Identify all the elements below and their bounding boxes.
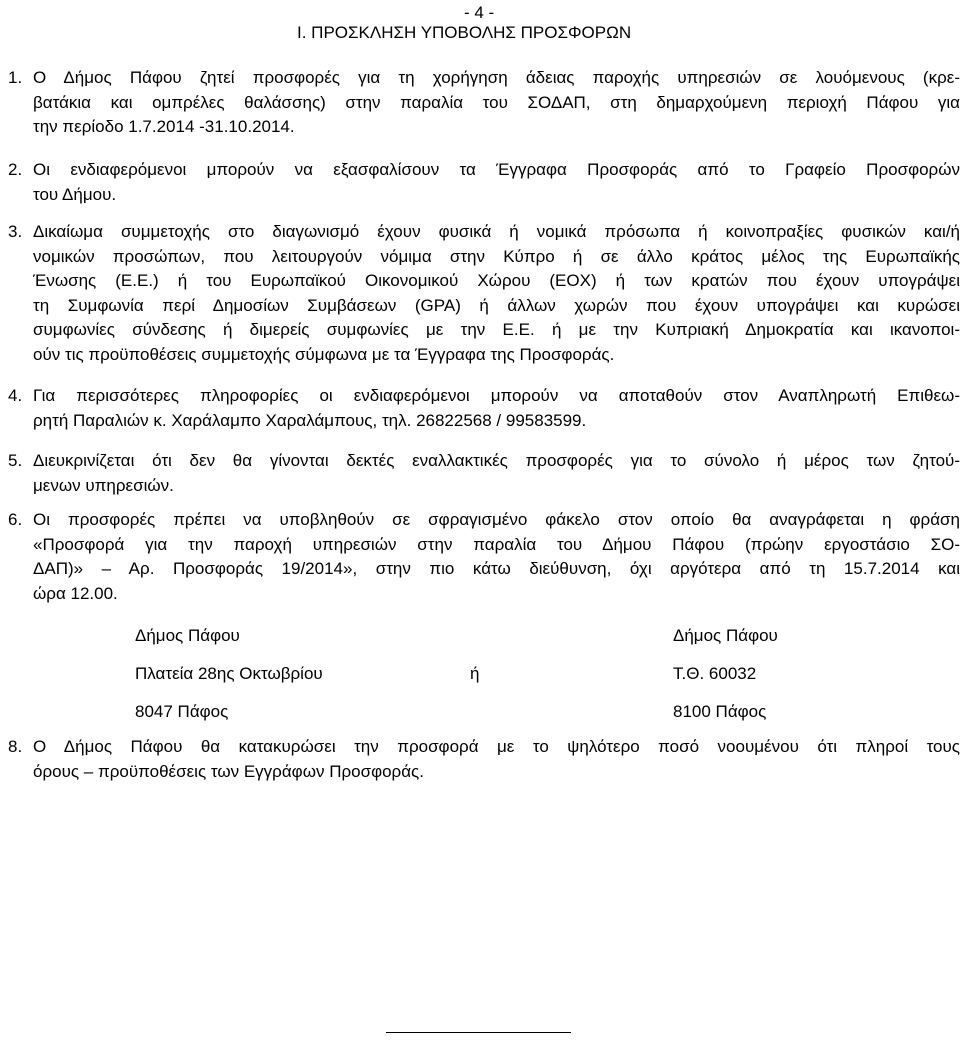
item-text: Για περισσότερες πληροφορίες οι ενδιαφερόμενοι μπορούν να αποταθούν στον Αναπληρωτή Επιθεω- xyxy=(33,386,960,405)
list-item xyxy=(8,449,960,498)
item-text: Ένωσης (Ε.Ε.) ή του Ευρωπαϊκού Οικονομικού Χώρου (ΕΟΧ) ή των κρατών που έχουν υπογράψει xyxy=(33,271,960,290)
list-item xyxy=(8,508,960,606)
list-item xyxy=(8,66,960,140)
address-left-line: 8047 Πάφος xyxy=(135,702,229,721)
item-text: τη Συμφωνία περί Δημοσίων Συμβάσεων (GPA) ή άλλων χωρών που έχουν υπογράψει και κυρώσει xyxy=(33,295,960,315)
item-number: 1. xyxy=(8,68,23,87)
item-number: 4. xyxy=(8,386,23,405)
item-text: ούν τις προϋποθέσεις συμμετοχής σύμφωνα με τα Έγγραφα της Προσφοράς. xyxy=(33,344,615,364)
item-text: συμφωνίες σύνδεσης ή διμερείς συμφωνίες με την Ε.Ε. ή με την Κυπριακή Δημοκρατία και ικανοποι- xyxy=(33,320,960,339)
item-number: 2. xyxy=(8,160,23,179)
item-text: ώρα 12.00. xyxy=(33,583,118,603)
list-item xyxy=(8,384,960,433)
page-title: I. ΠΡΟΣΚΛΗΣΗ ΥΠΟΒΟΛΗΣ ΠΡΟΣΦΟΡΩΝ xyxy=(297,23,632,42)
item-text: βατάκια και ομπρέλες θαλάσσης) στην παραλία του ΣΟΔΑΠ, στη δημαρχούμενη περιοχή Πάφου για xyxy=(33,92,960,112)
address-right-line: 8100 Πάφος xyxy=(673,702,767,721)
item-text: του Δήμου. xyxy=(33,184,117,204)
list-item xyxy=(8,735,960,784)
item-text: ρητή Παραλιών κ. Χαράλαμπο Χαραλάμπους, τηλ. 26822568 / 99583599. xyxy=(33,410,587,430)
item-text: ΔΑΠ)» – Αρ. Προσφοράς 19/2014», στην πιο κάτω διεύθυνση, όχι αργότερα από τη 15.7.2014 και xyxy=(33,559,960,578)
list-item xyxy=(8,220,960,367)
address-right-line: Τ.Θ. 60032 xyxy=(673,664,757,683)
address-left-line: Πλατεία 28ης Οκτωβρίου xyxy=(135,664,323,683)
page-number: - 4 - xyxy=(464,3,495,22)
item-text: νομικών προσώπων, που λειτουργούν νόμιμα στην Κύπρο ή σε άλλο κράτος μέλος της Ευρωπαϊκής xyxy=(33,246,960,266)
address-right-line: Δήμος Πάφου xyxy=(673,626,778,645)
address-left-line: Δήμος Πάφου xyxy=(135,626,240,645)
item-text: μενων υπηρεσιών. xyxy=(33,475,174,495)
item-number: 5. xyxy=(8,451,23,470)
item-text: «Προσφορά για την παροχή υπηρεσιών στην παραλία του Δήμου Πάφου (πρώην εργοστάσιο ΣΟ- xyxy=(33,534,960,554)
item-text: Δικαίωμα συμμετοχής στο διαγωνισμό έχουν φυσικά ή νομικά πρόσωπα ή κοινοπραξίες φυσικών και/ή xyxy=(33,222,960,241)
item-text: Ο Δήμος Πάφου θα κατακυρώσει την προσφορά με το ψηλότερο ποσό νοουμένου ότι πληροί τους xyxy=(33,737,960,756)
item-number: 3. xyxy=(8,222,23,241)
item-text: Διευκρινίζεται ότι δεν θα γίνονται δεκτές εναλλακτικές προσφορές για το σύνολο ή μέρος των ζητού- xyxy=(33,451,960,470)
item-text: Οι προσφορές πρέπει να υποβληθούν σε σφραγισμένο φάκελο στον οποίο θα αναγράφεται η φράση xyxy=(33,510,960,529)
item-number: 6. xyxy=(8,510,23,529)
item-text: όρους – προϋποθέσεις των Εγγράφων Προσφοράς. xyxy=(33,761,424,781)
item-text: Ο Δήμος Πάφου ζητεί προσφορές για τη χορήγηση άδειας παροχής υπηρεσιών σε λουόμενους (κρε- xyxy=(33,68,960,87)
item-number: 8. xyxy=(8,737,23,756)
item-text: Οι ενδιαφερόμενοι μπορούν να εξασφαλίσουν τα Έγγραφα Προσφοράς από το Γραφείο Προσφορών xyxy=(33,160,960,179)
item-text: την περίοδο 1.7.2014 -31.10.2014. xyxy=(33,117,295,136)
list-item xyxy=(8,158,960,207)
address-connector: ή xyxy=(470,664,480,683)
footer-rule xyxy=(386,1032,571,1033)
